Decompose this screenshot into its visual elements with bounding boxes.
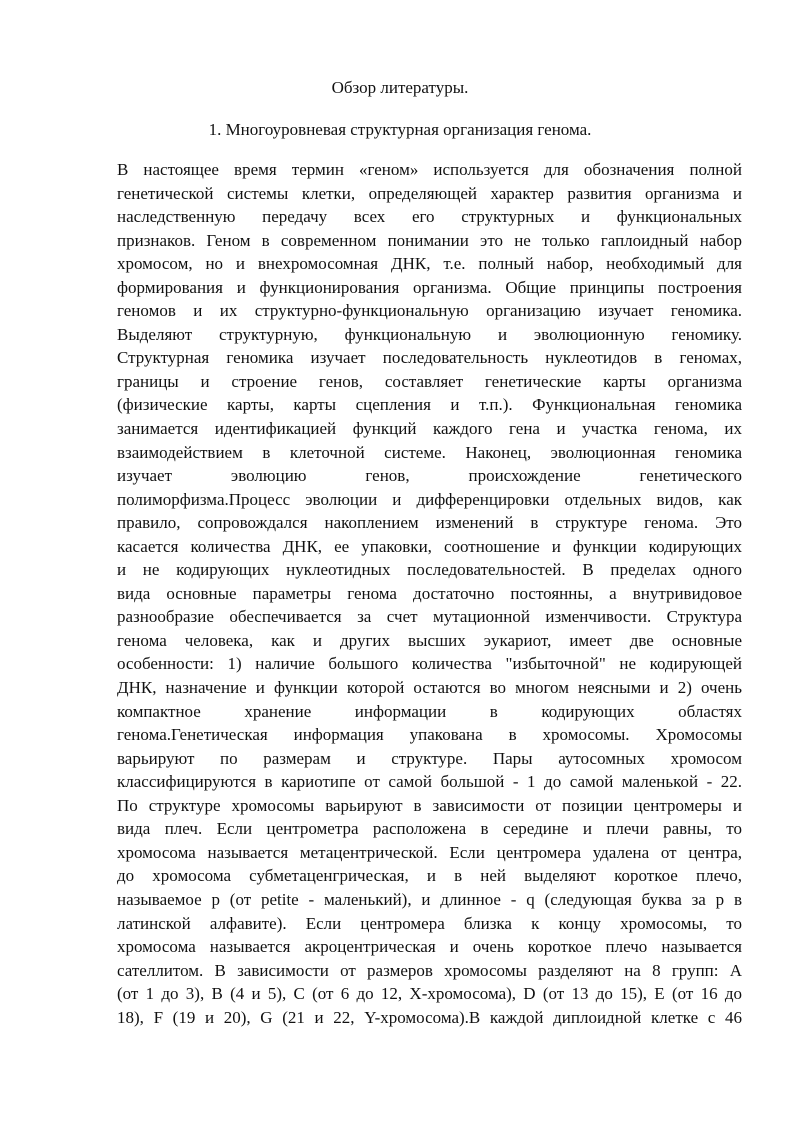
text-line: до хромосома субметаценгрическая, и в ней выделяют короткое плечо,	[117, 866, 742, 886]
text-line: полиморфизма.Процесс эволюции и дифференцировки отдельных видов, как	[117, 489, 742, 509]
text-line: вида плеч. Если центрометра расположена в середине и плечи равны, то	[117, 819, 742, 839]
text-line: генома.Генетическая информация упакована в хромосомы. Хромосомы	[117, 725, 742, 745]
text-line: признаков. Геном в современном понимании это не только гаплоидный набор	[117, 230, 742, 250]
text-line: хромосома называется метацентрической. Если центромера удалена от центра,	[117, 842, 742, 862]
text-line: границы и строение генов, составляет генетические карты организма	[117, 371, 742, 391]
text-line: В настоящее время термин «геном» используется для обозначения полной	[117, 160, 742, 179]
text-line: классифицируются в кариотипе от самой большой - 1 до самой маленькой - 22.	[117, 772, 742, 792]
text-line: Структурная геномика изучает последовательность нуклеотидов в геномах,	[117, 348, 742, 368]
text-line: (физические карты, карты сцепления и т.п.). Функциональная геномика	[117, 395, 742, 415]
text-line: Выделяют структурную, функциональную и эволюционную геномику.	[117, 324, 742, 344]
text-line: генетической системы клетки, определяющей характер развития организма и	[117, 183, 742, 203]
section-heading: 1. Многоуровневая структурная организация генома.	[208, 120, 592, 139]
text-line: хромосом, но и внехромосомная ДНК, т.е. полный набор, необходимый для	[117, 254, 742, 274]
text-line: формирования и функционирования организма. Общие принципы построения	[117, 277, 742, 297]
text-line: касается количества ДНК, ее упаковки, соотношение и функции кодирующих	[117, 536, 742, 556]
text-line: 18), F (19 и 20), G (21 и 22, Y-хромосома).В каждой диплоидной клетке с 46	[117, 1007, 742, 1027]
text-line: правило, сопровождался накоплением изменений в структуре генома. Это	[117, 513, 742, 533]
body-paragraph	[117, 158, 742, 1029]
text-line: латинской алфавите). Если центромера близка к концу хромосомы, то	[117, 913, 742, 933]
text-line: По структуре хромосомы варьируют в зависимости от позиции центромеры и	[117, 795, 742, 815]
text-line: (от 1 до 3), В (4 и 5), С (от 6 до 12, Х-хромосома), D (от 13 до 15), Е (от 16 до	[117, 984, 742, 1004]
text-line: компактное хранение информации в кодирующих областях	[117, 701, 742, 721]
text-line: ДНК, назначение и функции которой остаются во многом неясными и 2) очень	[117, 678, 742, 698]
text-line: варьируют по размерам и структуре. Пары аутосомных хромосом	[117, 748, 742, 768]
text-line: занимается идентификацией функций каждого гена и участка генома, их	[117, 419, 742, 439]
text-line: разнообразие обеспечивается за счет мутационной изменчивости. Структура	[117, 607, 742, 627]
text-line: вида основные параметры генома достаточно постоянны, а внутривидовое	[117, 583, 742, 603]
text-line: геномов и их структурно-функциональную организацию изучает геномика.	[117, 301, 742, 321]
text-line: особенности: 1) наличие большого количества "избыточной" не кодирующей	[117, 654, 742, 674]
text-line: изучает эволюцию генов, происхождение генетического	[117, 466, 742, 486]
page-title: Обзор литературы.	[331, 78, 469, 97]
text-line: сателлитом. В зависимости от размеров хромосомы разделяют на 8 групп: А	[117, 960, 742, 980]
text-line: называемое р (от petite - маленький), и длинное - q (следующая буква за р в	[117, 889, 742, 909]
text-line: наследственную передачу всех его структурных и функциональных	[117, 207, 742, 227]
text-line: генома человека, как и других высших эукариот, имеет две основные	[117, 630, 742, 650]
text-line: и не кодирующих нуклеотидных последовательностей. В пределах одного	[117, 560, 742, 580]
text-line: взаимодействием в клеточной системе. Наконец, эволюционная геномика	[117, 442, 742, 462]
text-line: хромосома называется акроцентрическая и очень короткое плечо называется	[117, 937, 742, 957]
